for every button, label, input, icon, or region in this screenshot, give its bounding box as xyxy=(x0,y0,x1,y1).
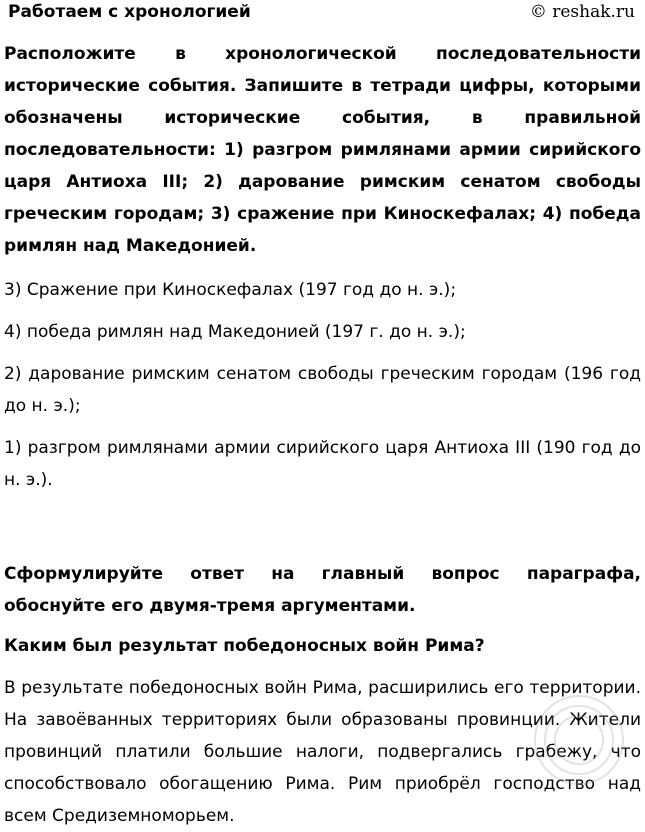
main-question-prompt: Сформулируйте ответ на главный вопрос параграфа, обоснуйте его двумя-тремя аргументами. xyxy=(4,564,641,616)
section-title: Работаем с хронологией xyxy=(8,2,251,22)
main-question: Каким был результат победоносных войн Рима? xyxy=(4,636,485,656)
header xyxy=(4,0,641,28)
source-label: © reshak.ru xyxy=(529,2,635,22)
answer-item: 4) победа римлян над Македонией (197 г. до н. э.); xyxy=(4,322,466,342)
final-answer-text: В результате победоносных войн Рима, расширились его территории. На завоёванных территориях были образованы провинции. Жители провинций платили большие налоги, подвергались грабежу, что способствовало обогащению Рима. Рим приобрёл господство над всем Средиземноморьем. xyxy=(4,678,641,826)
answer-item: 3) Сражение при Киноскефалах (197 год до н. э.); xyxy=(4,280,457,300)
answer-item: 1) разгром римлянами армии сирийского царя Антиоха III (190 год до н. э.). xyxy=(4,438,641,490)
answer-item: 2) дарование римским сенатом свободы греческим городам (196 год до н. э.); xyxy=(4,364,641,416)
task-text: Расположите в хронологической последовательности исторические события. Запишите в тетради цифры, которыми обозначены исторические события, в правильной последовательности: 1) разгром римлянами армии сирийского царя Антиоха III; 2) дарование римским сенатом свободы греческим городам; 3) сражение при Киноскефалах; 4) победа римлян над Македонией. xyxy=(4,44,641,256)
